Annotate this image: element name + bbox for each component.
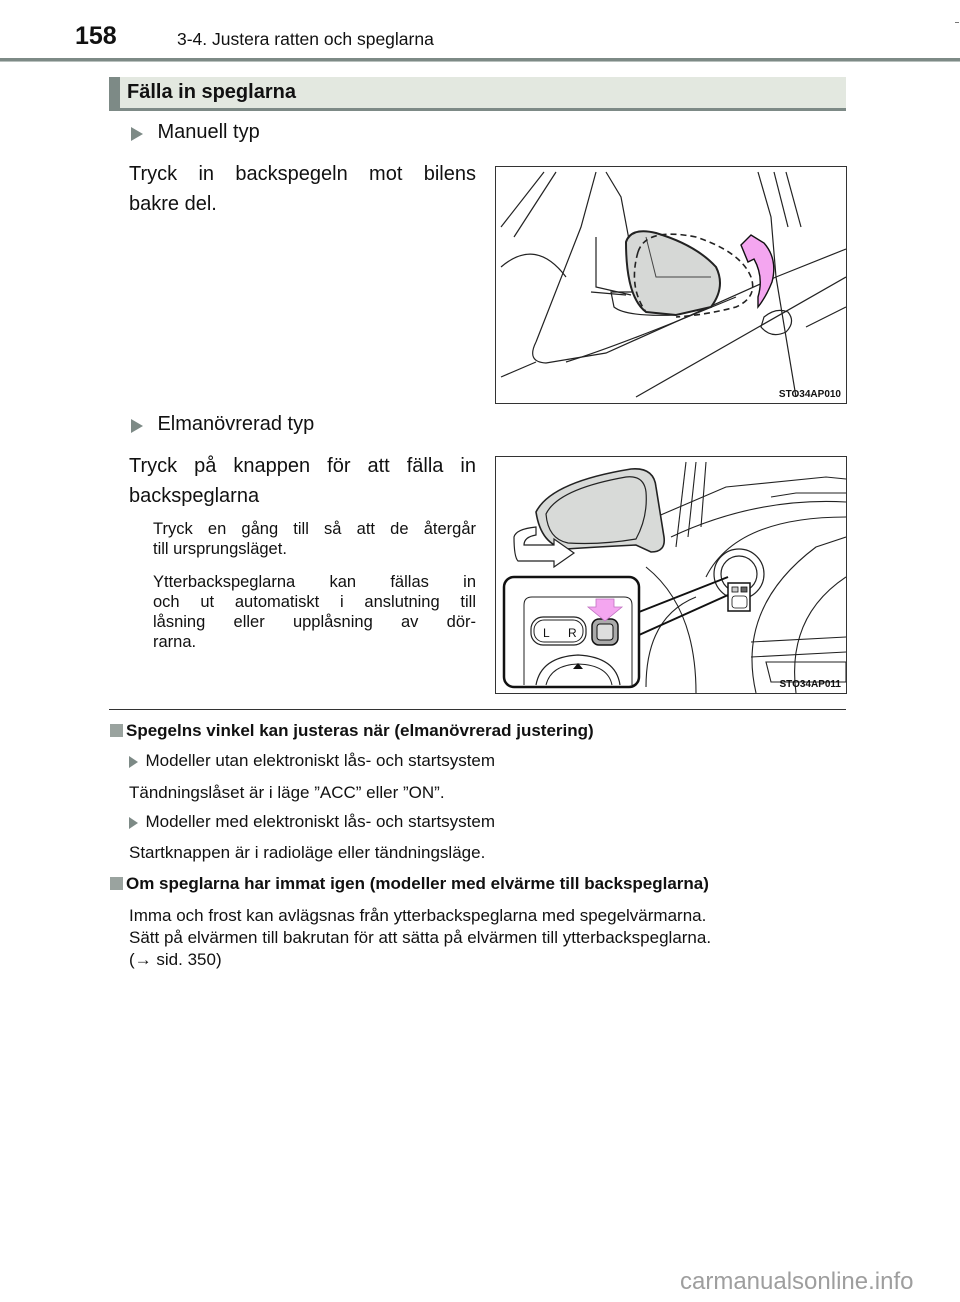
electric-note-2: [153, 572, 476, 652]
note1-line1: Tryck en gång till så att de återgår: [153, 520, 476, 538]
manual-instruction: [129, 159, 476, 219]
switch-left-label: L: [543, 626, 550, 640]
info2-line3: (→ sid. 350): [129, 950, 222, 969]
heading-square-icon: [110, 724, 123, 737]
info-heading-row-2: [110, 874, 709, 894]
electric-instruction-line2: backspeglarna: [129, 485, 260, 507]
info1-text2: Startknappen är i radioläge eller tändningsläge.: [129, 843, 486, 862]
electric-mirror-illustration: [496, 457, 846, 693]
info2-body: [129, 905, 711, 971]
margin-mark: [955, 22, 959, 23]
manual-instruction-line1: Tryck in backspegeln mot bilens: [129, 163, 476, 185]
figure-code-label: STO34AP010: [778, 389, 841, 400]
switch-right-label: R: [568, 626, 577, 640]
info-heading-1: Spegelns vinkel kan justeras när (elmanövrerad justering): [126, 721, 594, 740]
section-heading-underline: [109, 108, 846, 111]
note1-line2: till ursprungsläget.: [153, 540, 287, 558]
figure-code-label: STO34AP011: [779, 679, 841, 690]
electric-type-label-row: [131, 413, 314, 436]
note2-line4: rarna.: [153, 633, 197, 651]
manual-instruction-line2: bakre del.: [129, 193, 217, 215]
bullet-triangle-icon: [131, 127, 143, 141]
note2-line3: låsning eller upplåsning av dör-: [153, 613, 476, 631]
bullet-triangle-icon: [129, 756, 138, 768]
info-heading-row-1: [110, 721, 594, 741]
page-number: 158: [75, 22, 117, 50]
electric-type-label: Elmanövrerad typ: [157, 413, 315, 435]
manual-mirror-illustration: [496, 167, 846, 403]
section-divider: [109, 709, 846, 710]
info2-line2: Sätt på elvärmen till bakrutan för att sätta på elvärmen till ytterbackspeglarna.: [129, 928, 712, 947]
info1-sub1-row: [129, 751, 495, 771]
electric-instruction-line1: Tryck på knappen för att fälla in: [129, 455, 476, 477]
heading-square-icon: [110, 877, 123, 890]
header-rule-shadow: [0, 61, 960, 62]
watermark: carmanualsonline.info: [680, 1268, 914, 1295]
info1-sub1: Modeller utan elektroniskt lås- och startsystem: [145, 751, 496, 770]
electric-note-1: [153, 519, 476, 559]
note2-line1: Ytterbackspeglarna kan fällas in: [153, 573, 476, 591]
bullet-triangle-icon: [131, 419, 143, 433]
info1-sub2: Modeller med elektroniskt lås- och startsystem: [145, 812, 496, 831]
electric-instruction: [129, 451, 476, 511]
section-heading-box: [109, 77, 846, 110]
page-reference-link[interactable]: sid. 350: [156, 950, 216, 969]
info1-text1: Tändningslåset är i läge ”ACC” eller ”ON”.: [129, 783, 445, 802]
info1-sub2-row: [129, 812, 495, 832]
note2-line2: och ut automatiskt i anslutning till: [153, 593, 476, 611]
info-heading-2: Om speglarna har immat igen (modeller med elvärme till backspeglarna): [126, 874, 709, 893]
info2-line1: Imma och frost kan avlägsnas från ytterbackspeglarna med spegelvärmarna.: [129, 906, 707, 925]
figure-electric-fold: [495, 456, 847, 694]
chapter-title: 3-4. Justera ratten och speglarna: [177, 29, 434, 49]
section-title: Fälla in speglarna: [127, 81, 296, 103]
bullet-triangle-icon: [129, 817, 138, 829]
manual-type-label: Manuell typ: [157, 121, 260, 143]
figure-manual-fold: [495, 166, 847, 404]
page-ref-arrow-icon: →: [134, 950, 152, 969]
manual-type-label-row: [131, 121, 260, 144]
section-heading-bar: [109, 77, 120, 110]
